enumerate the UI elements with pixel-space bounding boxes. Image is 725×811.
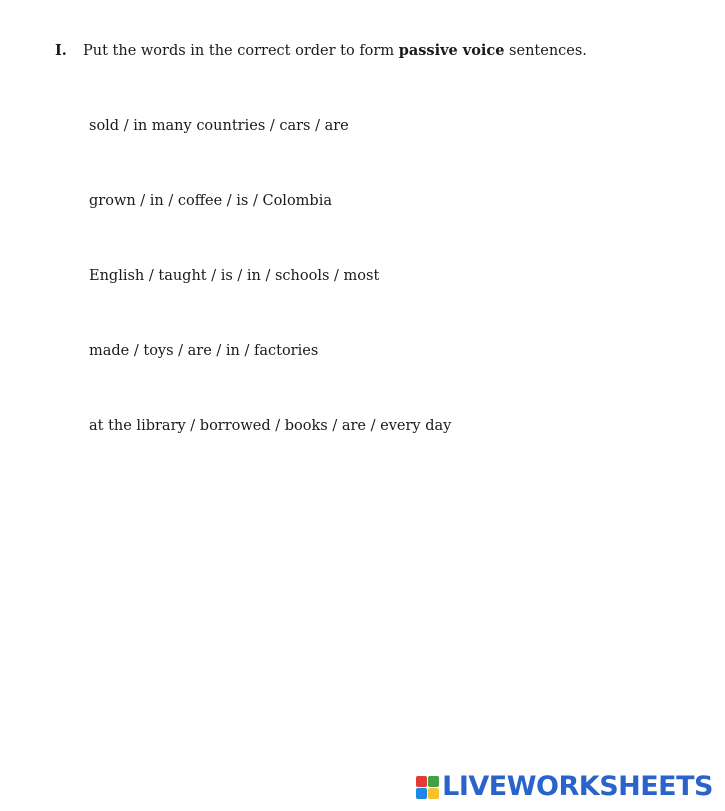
instruction-text-bold: passive voice xyxy=(398,42,505,59)
logo-tile-blue xyxy=(416,788,427,799)
exercise-item: grown / in / coffee / is / Colombia xyxy=(89,193,332,209)
logo-wordmark: LIVEWORKSHEETS xyxy=(442,771,713,802)
logo-tile-yellow xyxy=(428,788,439,799)
exercise-item: at the library / borrowed / books / are / every day xyxy=(89,418,452,434)
logo-tile-green xyxy=(428,776,439,787)
exercise-item: made / toys / are / in / factories xyxy=(89,343,319,359)
liveworksheets-logo xyxy=(416,773,713,801)
exercise-number: I. xyxy=(55,42,67,59)
exercise-item-list xyxy=(89,116,451,491)
logo-tile-red xyxy=(416,776,427,787)
instruction-text-start: Put the words in the correct order to form xyxy=(83,43,399,59)
exercise-item: English / taught / is / in / schools / most xyxy=(89,268,380,284)
logo-tiles-icon xyxy=(416,776,439,799)
exercise-instruction xyxy=(55,41,587,61)
instruction-text-end: sentences. xyxy=(504,43,587,59)
exercise-item: sold / in many countries / cars / are xyxy=(89,118,349,134)
